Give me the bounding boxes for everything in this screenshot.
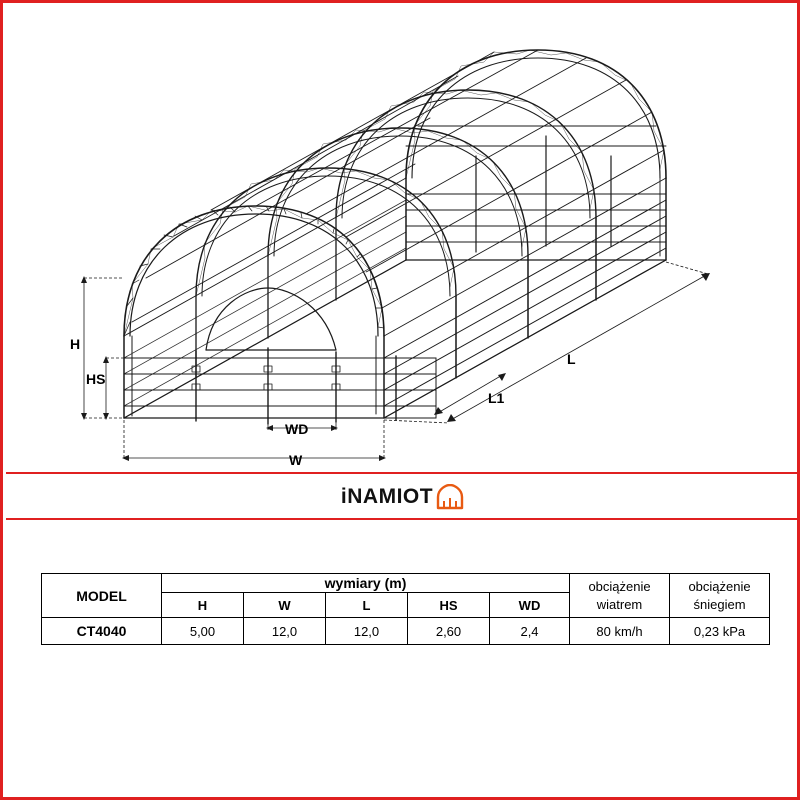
dim-label-HS: HS [86, 371, 106, 387]
header-wind-line2: wiatrem [596, 596, 643, 612]
dim-label-W: W [289, 452, 303, 468]
header-dim-w: W [244, 593, 326, 618]
header-snow-line2: śniegiem [693, 596, 746, 612]
cell-wind: 80 km/h [570, 618, 670, 645]
specification-table [41, 573, 770, 645]
technical-drawing-area [6, 6, 800, 474]
front-arch [124, 206, 384, 418]
dim-label-H: H [70, 336, 81, 352]
arch-5-rear [406, 50, 666, 260]
cell-l: 12,0 [326, 618, 408, 645]
cell-model: CT4040 [42, 618, 162, 645]
rear-wall-rails [406, 126, 666, 252]
cell-w: 12,0 [244, 618, 326, 645]
brand-name: iNAMIOT [340, 485, 434, 508]
header-dim-h: H [162, 593, 244, 618]
cell-h: 5,00 [162, 618, 244, 645]
header-snow-line1: obciążenie [688, 578, 751, 594]
tent-hall-isometric-drawing [6, 6, 800, 472]
tent-house-icon [435, 484, 465, 510]
header-dim-l: L [326, 593, 408, 618]
header-snow-load [670, 574, 770, 618]
dim-label-WD: WD [285, 421, 309, 437]
dim-label-L1: L1 [488, 390, 505, 406]
header-wind-line1: obciążenie [588, 578, 651, 594]
brand-logo [341, 484, 465, 510]
cell-hs: 2,60 [408, 618, 490, 645]
arch-2 [196, 168, 456, 378]
ground-outline [124, 260, 666, 418]
header-dimensions: wymiary (m) [162, 574, 570, 593]
side-wall-left [124, 200, 406, 418]
header-dim-hs: HS [408, 593, 490, 618]
header-wind-load [570, 574, 670, 618]
brand-band [6, 476, 800, 520]
specification-table-zone [41, 573, 769, 645]
table-header-row [42, 574, 770, 593]
header-dim-wd: WD [490, 593, 570, 618]
cell-wd: 2,4 [490, 618, 570, 645]
cell-snow: 0,23 kPa [670, 618, 770, 645]
header-model: MODEL [42, 574, 162, 618]
dim-label-L: L [567, 351, 576, 367]
table-row [42, 618, 770, 645]
